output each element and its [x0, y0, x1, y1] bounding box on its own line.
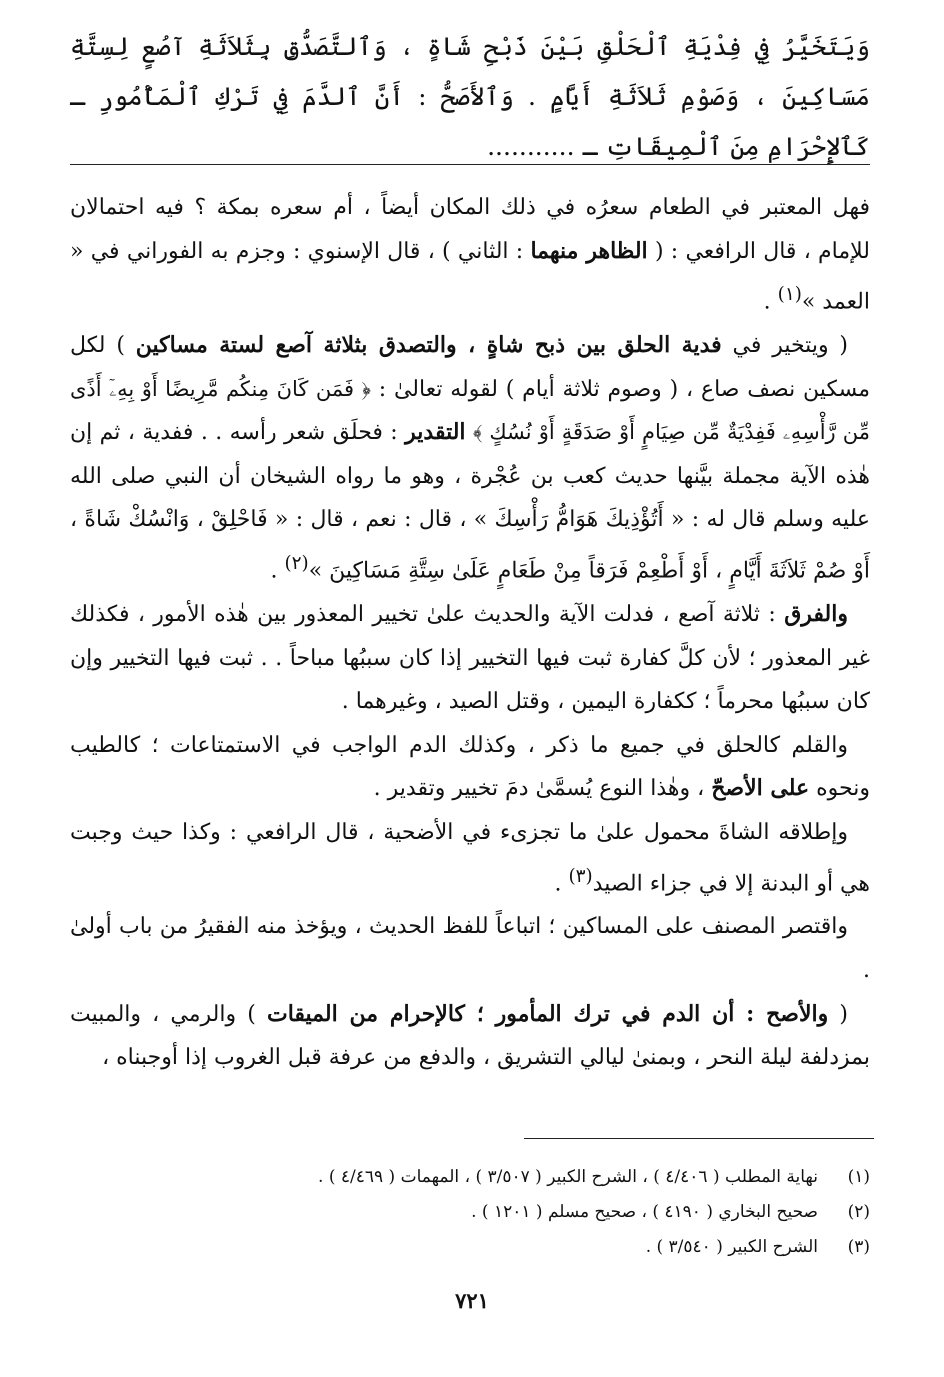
matn-text: [70, 22, 870, 172]
footnote-ref-1: (١): [777, 284, 802, 306]
footnote-number: (١): [847, 1167, 870, 1187]
paragraph-1: فهل المعتبر في الطعام سعرُه في ذلك المكان أيضاً ، أم سعره بمكة ؟ فيه احتمالان للإمام ، قال الرافعي : ( الظاهر منهما : الثاني ) ، قال الإسنوي : وجزم به الفوراني في « العمد »$^{(١)}$ .: [70, 195, 870, 315]
footnote: [70, 1195, 870, 1230]
matn-line-1: وَيَتَخَيَّرُ فِي فِدْيَةِ ٱلْحَلْقِ بَيْنَ ذَبْحِ شَاةٍ ، وَٱلتَّصَدُّقِ بِثَلاَثَةِ آصُعٍ لِسِتَّةِ مَسَاكِينَ ، وَصَوْمِ ثَلاَثَةِ: [70, 32, 871, 111]
bold-phrase: التقدير: [405, 419, 466, 446]
paragraph-5: وإطلاقه الشاةَ محمول علىٰ ما تجزىء في الأضحية ، قال الرافعي : وكذا حيث وجبت هي أو البدنة إلا في جزاء الصيد$^{(٣)}$ .: [70, 819, 870, 896]
matn-divider: [70, 164, 870, 165]
bold-phrase: فدية الحلق بين ذبح شاةٍ ، والتصدق بثلاثة آصع لستة مساكين: [135, 332, 722, 359]
bold-phrase: على الأصحّ: [711, 775, 810, 802]
bold-phrase: والفرق: [784, 601, 848, 627]
paragraph-2: ( ويتخير في فدية الحلق بين ذبح شاةٍ ، والتصدق بثلاثة آصع لستة مساكين ) لكل مسكين نصف صاع ، ( وصوم ثلاثة أيام ) لقوله تعالىٰ : ﴿ فَمَن كَانَ مِنكُم مَّرِيضًا أَوْ بِهِۦٓ أَذًى مِّن رَّأْسِهِۦ فَفِدْيَةٌ مِّن صِيَامٍ أَوْ صَدَقَةٍ أَوْ نُسُكٍ ﴾ التقدير : فحلَق شعر رأسه . . ففدية ، ثم إن هٰذه الآية مجملة بيَّنها حديث كعب بن عُجْرة ، وهو ما رواه الشيخان أن النبي صلى الله عليه وسلم قال له : « أَتُؤْذِيكَ هَوَامُّ رَأْسِكَ » ، قال : نعم ، قال : « فَاحْلِقْ ، وَانْسُكْ شَاةً ، أَوْ صُمْ ثَلاَثَةَ أَيَّامٍ ، أَوْ أَطْعِمْ فَرَقاً مِنْ طَعَامٍ عَلَىٰ سِتَّةِ مَسَاكِينَ »$^{(٢)}$ .: [70, 332, 870, 584]
footnote-ref-3: (٣): [568, 865, 593, 887]
footnote-text: الشرح الكبير ( ٣/٥٤٠ ) .: [645, 1237, 818, 1257]
bold-phrase: الظاهر منهما: [530, 237, 648, 264]
page-number: ٧٢١: [455, 1288, 489, 1313]
footnote-text: نهاية المطلب ( ٤/٤٠٦ ) ، الشرح الكبير ( ٣/٥٠٧ ) ، المهمات ( ٤/٤٦٩ ) .: [318, 1167, 818, 1187]
footnote-ref-2: (٢): [284, 553, 309, 575]
matn-dots: ...........: [487, 132, 575, 161]
sharh-text: [70, 186, 870, 1080]
paragraph-4: والقلم كالحلق في جميع ما ذكر ، وكذلك الدم الواجب في الاستمتاعات ؛ كالطيب ونحوه على الأصحّ ، وهٰذا النوع يُسمَّىٰ دمَ تخيير وتقدير .: [70, 732, 870, 802]
footnote-text: صحيح البخاري ( ٤١٩٠ ) ، صحيح مسلم ( ١٢٠١ ) .: [471, 1202, 818, 1222]
hadith-quote: « فَاحْلِقْ ، وَانْسُكْ شَاةً ، أَوْ صُمْ ثَلاَثَةَ أَيَّامٍ ، أَوْ أَطْعِمْ فَرَقاً مِنْ طَعَامٍ عَلَىٰ سِتَّةِ مَسَاكِينَ »: [70, 507, 870, 584]
footnote-number: (٣): [847, 1237, 870, 1257]
quran-verse: ﴿ فَمَن كَانَ مِنكُم مَّرِيضًا أَوْ بِهِۦٓ أَذًى مِّن رَّأْسِهِۦ فَفِدْيَةٌ مِّن صِيَامٍ أَوْ صَدَقَةٍ أَوْ نُسُكٍ ﴾: [70, 376, 870, 445]
paragraph-7: ( والأصح : أن الدم في ترك المأمور ؛ كالإحرام من الميقات ) والرمي ، والمبيت بمزدلفة ليلة النحر ، وبمنىٰ ليالي التشريق ، والدفع من عرفة قبل الغروب إذا أوجبناه ،: [70, 1000, 870, 1071]
footnote-number: (٢): [847, 1202, 870, 1222]
bold-phrase: والأصح : أن الدم في ترك المأمور ؛ كالإحرام من الميقات: [266, 1000, 829, 1027]
footnote: [70, 1230, 870, 1265]
footnote-divider: [524, 1138, 874, 1139]
paragraph-3: والفرق : ثلاثة آصع ، فدلت الآية والحديث علىٰ تخيير المعذور بين هٰذه الأمور ، فكذلك غير المعذور ؛ لأن كلَّ كفارة ثبت فيها التخيير إذا كان سببُها مباحاً . . ثبت فيها التخيير وإن كان سببُها محرماً ؛ ككفارة اليمين ، وقتل الصيد ، وغيرهما .: [70, 601, 870, 715]
hadith-quote: « أَتُؤْذِيكَ هَوَامُّ رَأْسِكَ »: [473, 507, 685, 533]
footnotes: [70, 1160, 870, 1265]
paragraph-6: واقتصر المصنف على المساكين ؛ اتباعاً للفظ الحديث ، ويؤخذ منه الفقيرُ من باب أولىٰ .: [70, 914, 870, 984]
matn-line-2: أَيَّامٍ . وَٱلأَصَحُّ : أَنَّ ٱلدَّمَ فِي تَرْكِ ٱلْمَأْمُورِ ـ كَٱلإِحْرَامِ مِنَ ٱلْمِيقَاتِ ـ: [70, 82, 870, 161]
footnote: [70, 1160, 870, 1195]
